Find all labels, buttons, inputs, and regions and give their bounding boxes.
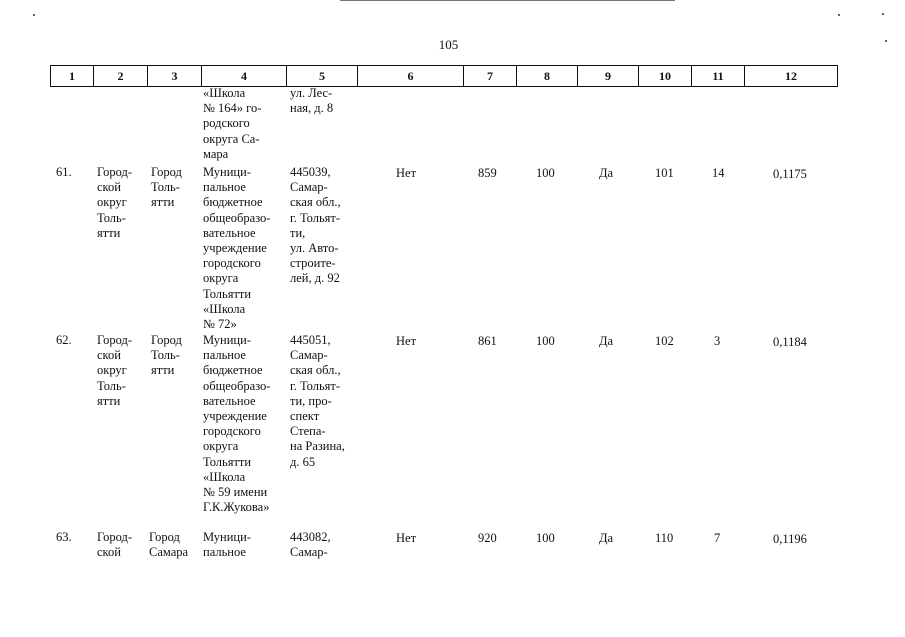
organization-cell: Муници- пальное бюджетное общеобразо- вательное учреждение городского округа Тольятти «Школа № 59 имени Г.К.Жукова» [203, 333, 271, 515]
col9-cell: Да [599, 334, 614, 348]
column-header: 10 [639, 66, 692, 87]
col11-cell: 14 [712, 166, 725, 180]
col7-cell: 920 [478, 531, 497, 545]
row-number: 62. [56, 333, 72, 347]
col7-cell: 861 [478, 334, 497, 348]
column-header: 1 [51, 66, 94, 87]
col12-cell: 0,1184 [773, 335, 807, 349]
column-header: 5 [287, 66, 358, 87]
col10-cell: 102 [655, 334, 674, 348]
column-header: 2 [94, 66, 148, 87]
organization-cell: Муници- пальное [203, 530, 251, 560]
col6-cell: Нет [396, 166, 417, 180]
city-cell: Город Толь- ятти [151, 165, 182, 210]
district-cell: Город- ской округ Толь- ятти [97, 165, 133, 240]
column-header: 7 [464, 66, 517, 87]
page-number: 105 [438, 37, 459, 52]
continuation-address: ул. Лес- ная, д. 8 [290, 86, 334, 116]
col10-cell: 110 [655, 531, 674, 545]
continuation-name: «Школа № 164» го- родского округа Са- мара [203, 86, 262, 161]
col11-cell: 7 [714, 531, 721, 545]
column-header: 6 [358, 66, 464, 87]
organization-cell: Муници- пальное бюджетное общеобразо- вательное учреждение городского округа Тольятти «Школа № 72» [203, 165, 271, 332]
column-header: 9 [578, 66, 639, 87]
city-cell: Город Самара [149, 530, 189, 560]
col12-cell: 0,1175 [773, 167, 807, 181]
column-header: 8 [517, 66, 578, 87]
col6-cell: Нет [396, 531, 417, 545]
column-header: 4 [202, 66, 287, 87]
col8-cell: 100 [536, 334, 555, 348]
address-cell: 445051, Самар- ская обл., г. Тольят- ти, про- спект Степа- на Разина, д. 65 [290, 333, 345, 469]
row-number: 63. [56, 530, 72, 544]
column-header: 3 [148, 66, 202, 87]
col9-cell: Да [599, 166, 614, 180]
address-cell: 443082, Самар- [290, 530, 331, 560]
col8-cell: 100 [536, 531, 555, 545]
col6-cell: Нет [396, 334, 417, 348]
district-cell: Город- ской округ Толь- ятти [97, 333, 133, 408]
column-header: 11 [692, 66, 745, 87]
city-cell: Город Толь- ятти [151, 333, 182, 378]
district-cell: Город- ской [97, 530, 133, 560]
col10-cell: 101 [655, 166, 674, 180]
col7-cell: 859 [478, 166, 497, 180]
row-number: 61. [56, 165, 72, 179]
address-cell: 445039, Самар- ская обл., г. Тольят- ти, ул. Авто- строите- лей, д. 92 [290, 165, 341, 286]
col8-cell: 100 [536, 166, 555, 180]
col9-cell: Да [599, 531, 614, 545]
col12-cell: 0,1196 [773, 532, 807, 546]
col11-cell: 3 [714, 334, 721, 348]
column-header: 12 [745, 66, 838, 87]
